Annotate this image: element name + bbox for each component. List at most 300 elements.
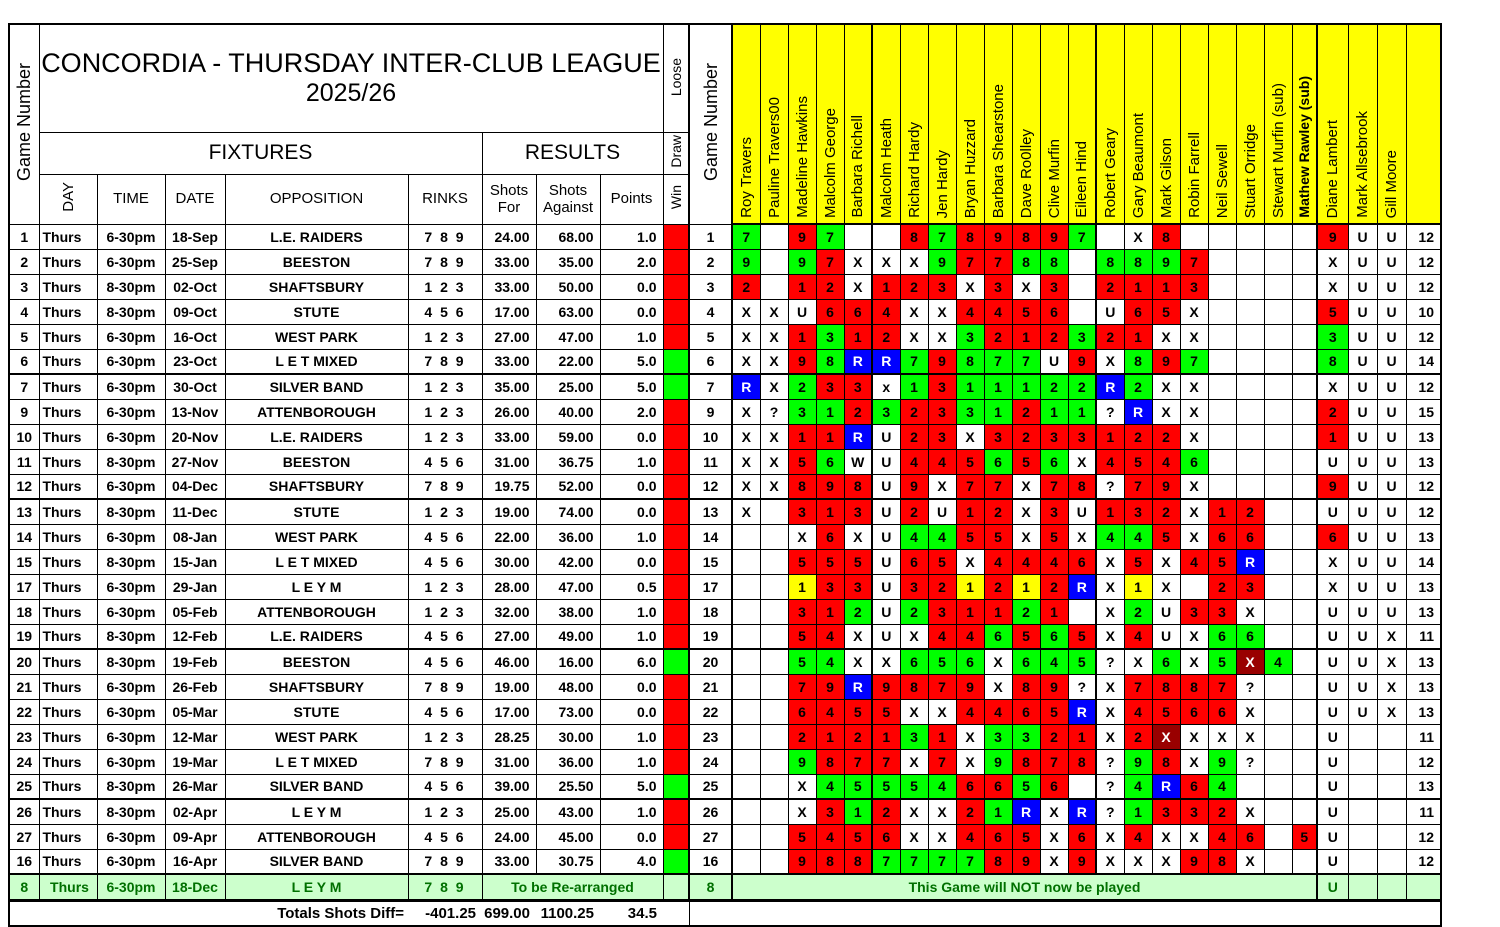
grid-cell[interactable]: 3: [816, 324, 844, 349]
grid-cell[interactable]: 3: [900, 724, 928, 749]
grid-cell[interactable]: X: [1124, 849, 1152, 874]
grid-cell[interactable]: 5: [900, 774, 928, 799]
grid-cell[interactable]: 7: [1124, 674, 1152, 699]
time-cell[interactable]: 8-30pm: [97, 799, 165, 824]
grid-cell[interactable]: X: [844, 249, 872, 274]
grid-cell[interactable]: 4: [928, 774, 956, 799]
day-cell[interactable]: Thurs: [39, 874, 97, 900]
win-draw-loose-cell[interactable]: [663, 524, 689, 549]
grid-cell[interactable]: 9: [928, 349, 956, 374]
grid-cell[interactable]: [732, 574, 760, 599]
time-cell[interactable]: 6-30pm: [97, 574, 165, 599]
grid-cell[interactable]: 3: [928, 274, 956, 299]
grid-cell[interactable]: R: [1068, 699, 1096, 724]
game-number-cell[interactable]: 25: [9, 774, 39, 799]
game-number-cell[interactable]: 14: [9, 524, 39, 549]
shots-against-cell[interactable]: 45.00: [536, 824, 600, 849]
grid-cell[interactable]: 3: [1124, 499, 1152, 524]
grid-cell[interactable]: U: [1348, 224, 1377, 249]
points-cell[interactable]: 5.0: [600, 349, 663, 374]
rinks-cell[interactable]: 4 5 6: [408, 449, 482, 474]
rinks-cell[interactable]: 4 5 6: [408, 824, 482, 849]
grid-cell[interactable]: 7: [1180, 349, 1208, 374]
player-count-cell[interactable]: 13: [1406, 649, 1441, 674]
grid-cell[interactable]: X: [1208, 724, 1236, 749]
grid-cell[interactable]: 4: [1096, 449, 1124, 474]
grid-cell[interactable]: [732, 799, 760, 824]
grid-cell[interactable]: 2: [1124, 374, 1152, 399]
grid-cell[interactable]: 8: [900, 674, 928, 699]
grid-cell[interactable]: 8: [1096, 249, 1124, 274]
grid-cell[interactable]: 9: [984, 749, 1012, 774]
grid-cell[interactable]: 5: [1012, 624, 1040, 649]
grid-cell[interactable]: 1: [788, 324, 816, 349]
shots-for-cell[interactable]: 28.25: [482, 724, 536, 749]
grid-cell[interactable]: [1264, 274, 1292, 299]
grid-cell[interactable]: 1: [1124, 799, 1152, 824]
grid-cell[interactable]: X: [984, 674, 1012, 699]
game-number-cell[interactable]: 1: [9, 224, 39, 249]
game-number-cell[interactable]: 10: [9, 424, 39, 449]
date-cell[interactable]: 29-Jan: [165, 574, 225, 599]
time-cell[interactable]: 6-30pm: [97, 399, 165, 424]
game-number-cell-right[interactable]: 4: [689, 299, 732, 324]
points-cell[interactable]: 0.0: [600, 674, 663, 699]
day-cell[interactable]: Thurs: [39, 574, 97, 599]
date-cell[interactable]: 26-Mar: [165, 774, 225, 799]
date-cell[interactable]: 05-Feb: [165, 599, 225, 624]
grid-cell[interactable]: 5: [816, 549, 844, 574]
shots-against-cell[interactable]: 43.00: [536, 799, 600, 824]
grid-cell[interactable]: 2: [1124, 424, 1152, 449]
grid-cell[interactable]: 6: [1068, 549, 1096, 574]
grid-cell[interactable]: 4: [984, 699, 1012, 724]
grid-cell[interactable]: 5: [788, 624, 816, 649]
grid-cell[interactable]: 5: [928, 649, 956, 674]
shots-for-cell[interactable]: 25.00: [482, 799, 536, 824]
game-number-cell[interactable]: 19: [9, 624, 39, 649]
win-draw-loose-cell[interactable]: [663, 349, 689, 374]
grid-cell[interactable]: R: [1152, 774, 1180, 799]
grid-cell[interactable]: X: [1096, 824, 1124, 849]
grid-cell[interactable]: X: [788, 524, 816, 549]
grid-cell[interactable]: X: [1377, 649, 1406, 674]
shots-against-cell[interactable]: 47.00: [536, 324, 600, 349]
shots-against-cell[interactable]: 16.00: [536, 649, 600, 674]
win-draw-loose-cell[interactable]: [663, 224, 689, 249]
grid-cell[interactable]: 5: [1040, 524, 1068, 549]
grid-cell[interactable]: 2: [984, 499, 1012, 524]
grid-cell[interactable]: U: [1377, 424, 1406, 449]
game-number-cell-right[interactable]: 10: [689, 424, 732, 449]
grid-cell[interactable]: 9: [1012, 849, 1040, 874]
grid-cell[interactable]: 5: [984, 524, 1012, 549]
grid-cell[interactable]: 8: [984, 849, 1012, 874]
grid-cell[interactable]: 4: [956, 299, 984, 324]
win-draw-loose-cell[interactable]: [663, 674, 689, 699]
rinks-cell[interactable]: 7 8 9: [408, 349, 482, 374]
grid-cell[interactable]: [760, 274, 788, 299]
game-number-cell-right[interactable]: 20: [689, 649, 732, 674]
opposition-cell[interactable]: L E T MIXED: [225, 349, 408, 374]
date-cell[interactable]: 16-Oct: [165, 324, 225, 349]
grid-cell[interactable]: 1: [1124, 274, 1152, 299]
grid-cell[interactable]: 6: [1068, 824, 1096, 849]
grid-cell[interactable]: 9: [1152, 349, 1180, 374]
grid-cell[interactable]: 6: [1040, 774, 1068, 799]
shots-for-cell[interactable]: 26.00: [482, 399, 536, 424]
grid-cell[interactable]: [844, 224, 872, 249]
grid-cell[interactable]: U: [1317, 699, 1348, 724]
day-cell[interactable]: Thurs: [39, 624, 97, 649]
grid-cell[interactable]: 1: [1152, 274, 1180, 299]
grid-cell[interactable]: 8: [1317, 349, 1348, 374]
grid-cell[interactable]: X: [760, 474, 788, 499]
grid-cell[interactable]: X: [956, 274, 984, 299]
date-cell[interactable]: 26-Feb: [165, 674, 225, 699]
grid-cell[interactable]: 6: [1152, 649, 1180, 674]
date-cell[interactable]: 27-Nov: [165, 449, 225, 474]
points-cell[interactable]: 2.0: [600, 399, 663, 424]
grid-cell[interactable]: 5: [844, 549, 872, 574]
rinks-cell[interactable]: 1 2 3: [408, 324, 482, 349]
time-cell[interactable]: 6-30pm: [97, 249, 165, 274]
grid-cell[interactable]: U: [1348, 374, 1377, 399]
grid-cell[interactable]: 1: [1208, 499, 1236, 524]
grid-cell[interactable]: [1264, 424, 1292, 449]
grid-cell[interactable]: 5: [872, 774, 900, 799]
shots-for-cell[interactable]: 19.00: [482, 499, 536, 524]
shots-for-cell[interactable]: 24.00: [482, 224, 536, 249]
grid-cell[interactable]: 1: [1040, 399, 1068, 424]
grid-cell[interactable]: 1: [872, 724, 900, 749]
grid-cell[interactable]: 4: [872, 299, 900, 324]
grid-cell[interactable]: 1: [1040, 599, 1068, 624]
grid-cell[interactable]: X: [928, 699, 956, 724]
grid-cell[interactable]: 8: [816, 349, 844, 374]
grid-cell[interactable]: 3: [928, 374, 956, 399]
grid-cell[interactable]: 8: [1068, 749, 1096, 774]
rinks-cell[interactable]: 1 2 3: [408, 274, 482, 299]
game-number-cell-right[interactable]: 15: [689, 549, 732, 574]
grid-cell[interactable]: 2: [900, 399, 928, 424]
grid-cell[interactable]: U: [1377, 499, 1406, 524]
grid-cell[interactable]: 3: [956, 399, 984, 424]
grid-cell[interactable]: [1096, 224, 1124, 249]
grid-cell[interactable]: U: [1317, 824, 1348, 849]
shots-for-cell[interactable]: 33.00: [482, 274, 536, 299]
grid-cell[interactable]: [760, 574, 788, 599]
player-count-cell[interactable]: 12: [1406, 374, 1441, 399]
day-cell[interactable]: Thurs: [39, 474, 97, 499]
grid-cell[interactable]: [732, 624, 760, 649]
grid-cell[interactable]: [1068, 774, 1096, 799]
grid-cell[interactable]: 6: [844, 299, 872, 324]
game-number-cell[interactable]: 3: [9, 274, 39, 299]
win-draw-loose-cell[interactable]: [663, 724, 689, 749]
grid-cell[interactable]: X: [1317, 249, 1348, 274]
grid-cell[interactable]: [732, 774, 760, 799]
grid-cell[interactable]: [1236, 324, 1264, 349]
grid-cell[interactable]: ?: [1236, 749, 1264, 774]
grid-cell[interactable]: X: [1377, 699, 1406, 724]
grid-cell[interactable]: X: [1096, 699, 1124, 724]
game-number-cell-right[interactable]: 23: [689, 724, 732, 749]
grid-cell[interactable]: 1: [844, 799, 872, 824]
grid-cell[interactable]: 9: [956, 674, 984, 699]
date-cell[interactable]: 09-Apr: [165, 824, 225, 849]
grid-cell[interactable]: 6: [816, 524, 844, 549]
win-draw-loose-cell[interactable]: [663, 774, 689, 799]
shots-for-cell[interactable]: 28.00: [482, 574, 536, 599]
grid-cell[interactable]: 5: [1012, 774, 1040, 799]
grid-cell[interactable]: X: [928, 324, 956, 349]
grid-cell[interactable]: U: [1317, 724, 1348, 749]
grid-cell[interactable]: X: [760, 449, 788, 474]
shots-for-cell[interactable]: 27.00: [482, 624, 536, 649]
points-cell[interactable]: 1.0: [600, 749, 663, 774]
game-number-cell[interactable]: 27: [9, 824, 39, 849]
player-count-cell[interactable]: 15: [1406, 399, 1441, 424]
grid-cell[interactable]: X: [984, 649, 1012, 674]
grid-cell[interactable]: [1208, 374, 1236, 399]
grid-cell[interactable]: [1348, 774, 1377, 799]
grid-cell[interactable]: X: [1377, 674, 1406, 699]
grid-cell[interactable]: 7: [928, 749, 956, 774]
win-draw-loose-cell[interactable]: [663, 374, 689, 399]
grid-cell[interactable]: X: [1317, 549, 1348, 574]
win-draw-loose-cell[interactable]: [663, 424, 689, 449]
grid-cell[interactable]: 6: [1040, 624, 1068, 649]
time-cell[interactable]: 6-30pm: [97, 474, 165, 499]
shots-for-cell[interactable]: 31.00: [482, 749, 536, 774]
day-cell[interactable]: Thurs: [39, 399, 97, 424]
grid-cell[interactable]: 8: [788, 474, 816, 499]
grid-cell[interactable]: [1292, 849, 1317, 874]
grid-cell[interactable]: U: [1377, 449, 1406, 474]
shots-against-cell[interactable]: 59.00: [536, 424, 600, 449]
shots-for-cell[interactable]: 17.00: [482, 699, 536, 724]
grid-cell[interactable]: [732, 674, 760, 699]
player-count-cell[interactable]: 13: [1406, 524, 1441, 549]
grid-cell[interactable]: 9: [1040, 224, 1068, 249]
grid-cell[interactable]: X: [732, 474, 760, 499]
grid-cell[interactable]: 2: [732, 274, 760, 299]
game-number-cell[interactable]: 17: [9, 574, 39, 599]
grid-cell[interactable]: X: [1152, 374, 1180, 399]
time-cell[interactable]: 6-30pm: [97, 524, 165, 549]
grid-cell[interactable]: 5: [1317, 299, 1348, 324]
grid-cell[interactable]: [760, 649, 788, 674]
grid-cell[interactable]: X: [1180, 649, 1208, 674]
grid-cell[interactable]: X: [956, 724, 984, 749]
grid-cell[interactable]: [1292, 724, 1317, 749]
grid-cell[interactable]: 3: [788, 599, 816, 624]
grid-cell[interactable]: 5: [1152, 524, 1180, 549]
points-cell[interactable]: 1.0: [600, 324, 663, 349]
grid-cell[interactable]: X: [844, 624, 872, 649]
shots-against-cell[interactable]: 74.00: [536, 499, 600, 524]
grid-cell[interactable]: 4: [816, 649, 844, 674]
game-number-cell[interactable]: 18: [9, 599, 39, 624]
grid-cell[interactable]: [1208, 399, 1236, 424]
game-number-cell-right[interactable]: 14: [689, 524, 732, 549]
grid-cell[interactable]: [1264, 474, 1292, 499]
grid-cell[interactable]: 9: [1040, 674, 1068, 699]
grid-cell[interactable]: U: [1317, 624, 1348, 649]
grid-cell[interactable]: 2: [844, 599, 872, 624]
grid-cell[interactable]: 7: [732, 224, 760, 249]
date-cell[interactable]: 16-Apr: [165, 849, 225, 874]
rinks-cell[interactable]: 1 2 3: [408, 724, 482, 749]
grid-cell[interactable]: X: [956, 549, 984, 574]
points-cell[interactable]: 0.0: [600, 824, 663, 849]
grid-cell[interactable]: U: [1348, 674, 1377, 699]
game-number-cell-right[interactable]: 11: [689, 449, 732, 474]
points-cell[interactable]: 1.0: [600, 724, 663, 749]
grid-cell[interactable]: X: [1236, 649, 1264, 674]
player-count-cell[interactable]: [1406, 874, 1441, 900]
grid-cell[interactable]: 5: [844, 774, 872, 799]
grid-cell[interactable]: [1236, 249, 1264, 274]
points-cell[interactable]: 0.0: [600, 299, 663, 324]
grid-cell[interactable]: 2: [1096, 274, 1124, 299]
time-cell[interactable]: 6-30pm: [97, 224, 165, 249]
points-cell[interactable]: 1.0: [600, 624, 663, 649]
grid-cell[interactable]: 6: [1236, 524, 1264, 549]
grid-cell[interactable]: 7: [872, 749, 900, 774]
grid-cell[interactable]: 7: [788, 674, 816, 699]
grid-cell[interactable]: U: [1317, 874, 1348, 900]
grid-cell[interactable]: [1208, 424, 1236, 449]
time-cell[interactable]: 8-30pm: [97, 649, 165, 674]
grid-cell[interactable]: [732, 849, 760, 874]
grid-cell[interactable]: U: [872, 449, 900, 474]
grid-cell[interactable]: 1: [816, 599, 844, 624]
shots-against-cell[interactable]: 52.00: [536, 474, 600, 499]
grid-cell[interactable]: 2: [1124, 724, 1152, 749]
points-cell[interactable]: 1.0: [600, 599, 663, 624]
rinks-cell[interactable]: 1 2 3: [408, 399, 482, 424]
grid-cell[interactable]: [760, 524, 788, 549]
grid-cell[interactable]: 1: [788, 424, 816, 449]
grid-cell[interactable]: [1264, 599, 1292, 624]
grid-cell[interactable]: 6: [1124, 299, 1152, 324]
win-draw-loose-cell[interactable]: [663, 749, 689, 774]
win-draw-loose-cell[interactable]: [663, 849, 689, 874]
opposition-cell[interactable]: BEESTON: [225, 649, 408, 674]
grid-cell[interactable]: [1208, 324, 1236, 349]
grid-cell[interactable]: [1292, 374, 1317, 399]
grid-cell[interactable]: 5: [788, 824, 816, 849]
grid-cell[interactable]: X: [844, 524, 872, 549]
points-cell[interactable]: 2.0: [600, 249, 663, 274]
grid-cell[interactable]: U: [1096, 299, 1124, 324]
grid-cell[interactable]: 1: [1068, 724, 1096, 749]
grid-cell[interactable]: 7: [1040, 749, 1068, 774]
time-cell[interactable]: 6-30pm: [97, 349, 165, 374]
grid-cell[interactable]: 2: [1317, 399, 1348, 424]
grid-cell[interactable]: 2: [844, 724, 872, 749]
grid-cell[interactable]: [1264, 499, 1292, 524]
grid-cell[interactable]: 3: [1068, 424, 1096, 449]
win-draw-loose-cell[interactable]: [663, 274, 689, 299]
grid-cell[interactable]: 9: [788, 849, 816, 874]
shots-against-cell[interactable]: 47.00: [536, 574, 600, 599]
shots-against-cell[interactable]: 36.75: [536, 449, 600, 474]
grid-cell[interactable]: 5: [1124, 549, 1152, 574]
grid-cell[interactable]: [1348, 824, 1377, 849]
grid-cell[interactable]: 2: [984, 574, 1012, 599]
grid-cell[interactable]: 2: [1152, 499, 1180, 524]
grid-cell[interactable]: U: [1348, 474, 1377, 499]
grid-cell[interactable]: [1264, 524, 1292, 549]
grid-cell[interactable]: X: [732, 449, 760, 474]
grid-cell[interactable]: 2: [900, 599, 928, 624]
grid-cell[interactable]: X: [732, 349, 760, 374]
grid-cell[interactable]: [1208, 449, 1236, 474]
grid-cell[interactable]: U: [1317, 649, 1348, 674]
rinks-cell[interactable]: 7 8 9: [408, 749, 482, 774]
shots-against-cell[interactable]: 38.00: [536, 599, 600, 624]
grid-cell[interactable]: R: [1096, 374, 1124, 399]
grid-cell[interactable]: R: [1012, 799, 1040, 824]
grid-cell[interactable]: 7: [928, 674, 956, 699]
grid-cell[interactable]: X: [900, 824, 928, 849]
day-cell[interactable]: Thurs: [39, 499, 97, 524]
opposition-cell[interactable]: STUTE: [225, 699, 408, 724]
grid-cell[interactable]: [1264, 824, 1292, 849]
grid-cell[interactable]: X: [1317, 374, 1348, 399]
rinks-cell[interactable]: 1 2 3: [408, 374, 482, 399]
grid-cell[interactable]: 1: [984, 799, 1012, 824]
grid-cell[interactable]: 3: [956, 324, 984, 349]
game-number-cell-right[interactable]: 8: [689, 874, 732, 900]
date-cell[interactable]: 09-Oct: [165, 299, 225, 324]
grid-cell[interactable]: [1348, 874, 1377, 900]
player-count-cell[interactable]: 13: [1406, 424, 1441, 449]
game-number-cell-right[interactable]: 18: [689, 599, 732, 624]
date-cell[interactable]: 30-Oct: [165, 374, 225, 399]
grid-cell[interactable]: [1236, 374, 1264, 399]
grid-cell[interactable]: 7: [872, 849, 900, 874]
grid-cell[interactable]: [1236, 774, 1264, 799]
grid-cell[interactable]: 1: [900, 374, 928, 399]
date-cell[interactable]: 18-Sep: [165, 224, 225, 249]
grid-cell[interactable]: X: [928, 824, 956, 849]
grid-cell[interactable]: [1180, 224, 1208, 249]
grid-cell[interactable]: 9: [816, 474, 844, 499]
grid-cell[interactable]: X: [1068, 524, 1096, 549]
grid-cell[interactable]: [760, 624, 788, 649]
grid-cell[interactable]: 4: [1124, 824, 1152, 849]
grid-cell[interactable]: U: [1348, 599, 1377, 624]
game-number-cell[interactable]: 6: [9, 349, 39, 374]
grid-cell[interactable]: W: [844, 449, 872, 474]
grid-cell[interactable]: 5: [788, 449, 816, 474]
player-count-cell[interactable]: 13: [1406, 674, 1441, 699]
shots-against-cell[interactable]: 50.00: [536, 274, 600, 299]
grid-cell[interactable]: 9: [1317, 474, 1348, 499]
grid-cell[interactable]: X: [1152, 724, 1180, 749]
grid-cell[interactable]: U: [1377, 574, 1406, 599]
grid-cell[interactable]: [1236, 399, 1264, 424]
shots-against-cell[interactable]: 30.00: [536, 724, 600, 749]
grid-cell[interactable]: 4: [1040, 549, 1068, 574]
grid-cell[interactable]: [1264, 299, 1292, 324]
grid-cell[interactable]: 1: [816, 499, 844, 524]
grid-cell[interactable]: U: [1377, 274, 1406, 299]
